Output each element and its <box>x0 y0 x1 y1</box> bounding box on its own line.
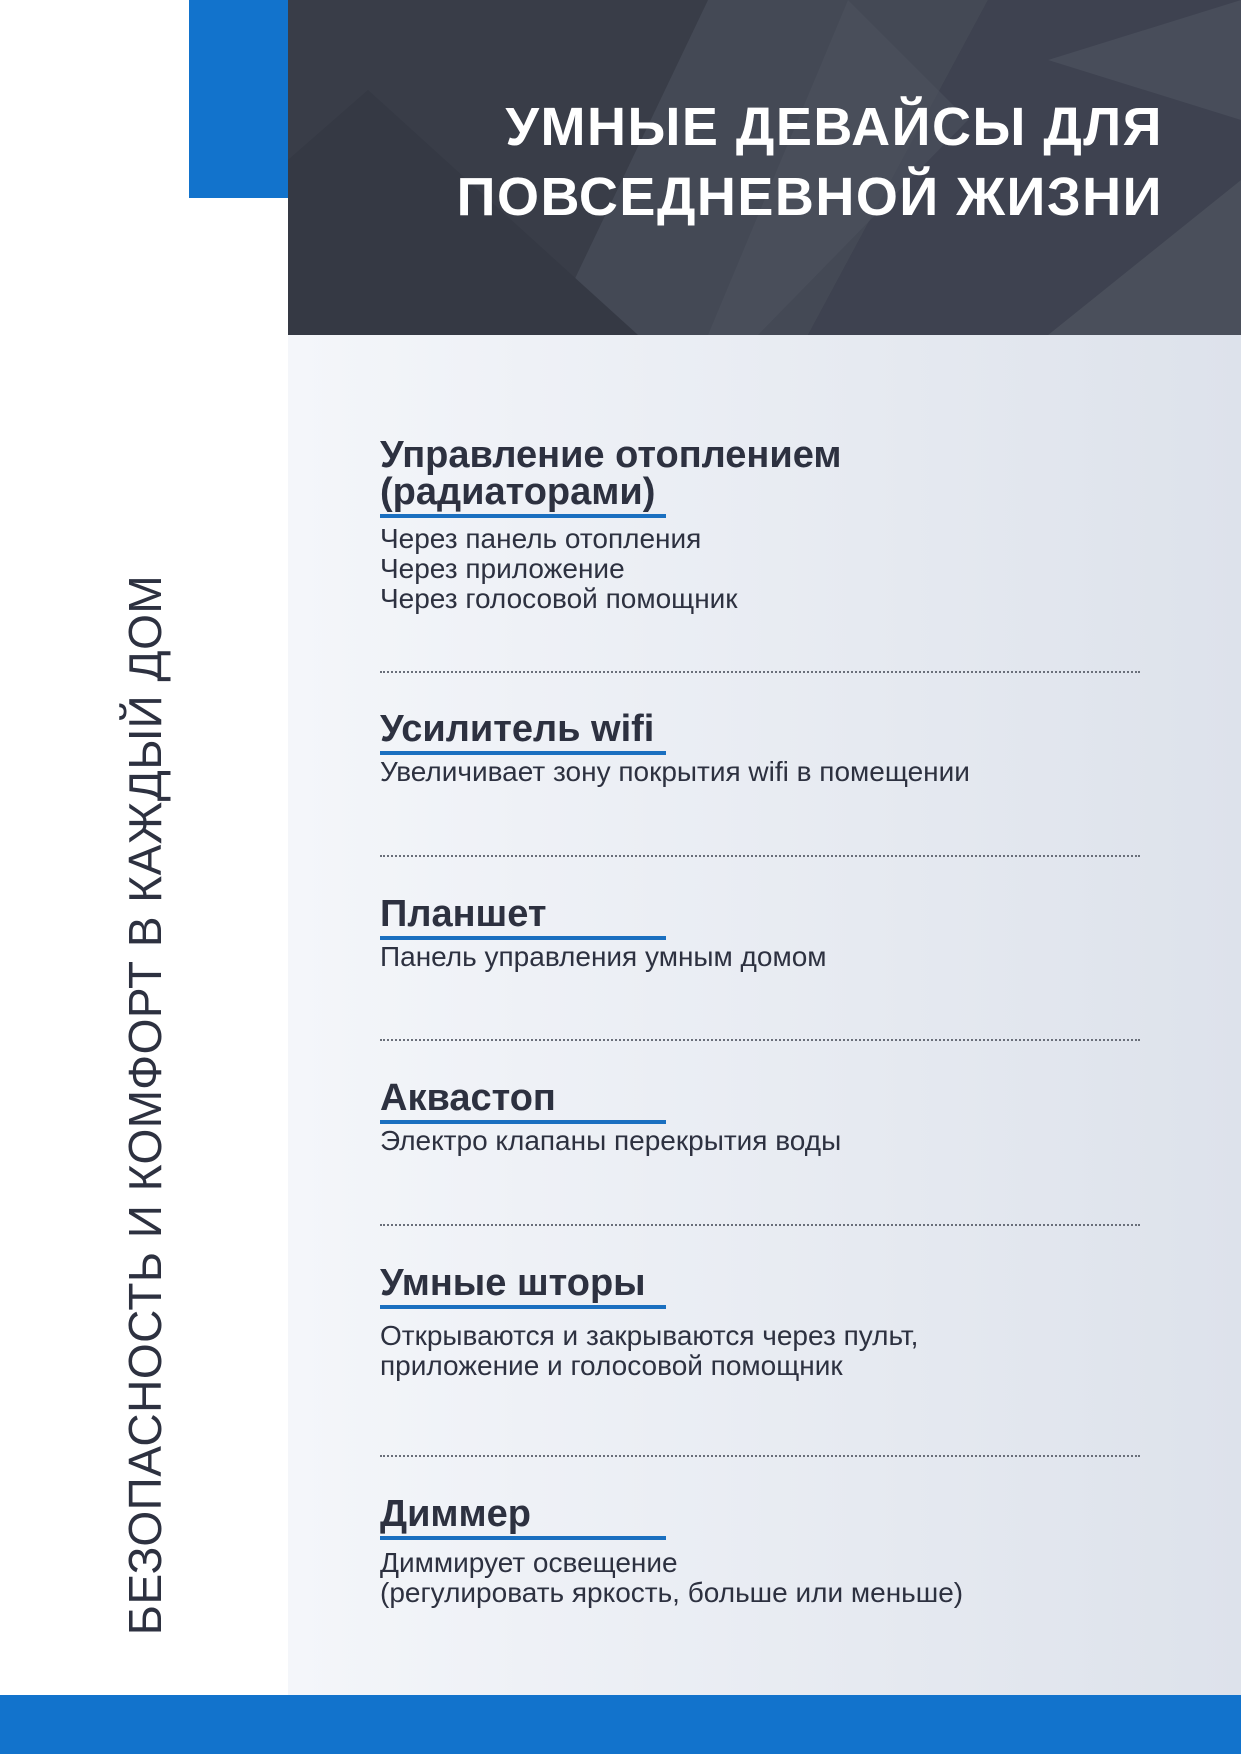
dotted-divider <box>380 1455 1140 1457</box>
feature-description <box>380 757 1140 787</box>
feature-title <box>380 434 1140 513</box>
page-title <box>457 92 1163 232</box>
feature-description <box>380 1321 1140 1381</box>
description-line: Диммирует освещение <box>380 1547 678 1578</box>
feature-smart-curtains <box>380 1262 1140 1381</box>
title-underline <box>380 751 666 755</box>
feature-title: Усилитель wifi <box>380 708 655 750</box>
title-underline <box>380 1120 666 1124</box>
header-banner <box>288 0 1241 335</box>
feature-title: Планшет <box>380 893 547 935</box>
dotted-divider <box>380 1039 1140 1041</box>
accent-block <box>189 0 288 198</box>
feature-dimmer <box>380 1493 1140 1608</box>
feature-title: Диммер <box>380 1493 531 1535</box>
dotted-divider <box>380 671 1140 673</box>
title-underline <box>380 1305 666 1309</box>
description-line: (регулировать яркость, больше или меньше) <box>380 1577 964 1608</box>
description-line: Увеличивает зону покрытия wifi в помещении <box>380 756 970 787</box>
description-line: приложение и голосовой помощник <box>380 1350 843 1381</box>
feature-description <box>380 1548 1140 1608</box>
description-line: Через голосовой помощник <box>380 583 738 614</box>
feature-tablet <box>380 893 1140 972</box>
description-line: Электро клапаны перекрытия воды <box>380 1125 842 1156</box>
feature-heating-control <box>380 434 1140 614</box>
page-title-line-2: ПОВСЕДНЕВНОЙ ЖИЗНИ <box>456 167 1163 227</box>
feature-wifi-booster <box>380 708 1140 787</box>
vertical-slogan: БЕЗОПАСНОСТЬ И КОМФОРТ В КАЖДЫЙ ДОМ <box>119 574 171 1636</box>
description-line: Открываются и закрываются через пульт, <box>380 1320 919 1351</box>
feature-title: Аквастоп <box>380 1077 556 1119</box>
feature-description <box>380 524 1140 614</box>
feature-aquastop <box>380 1077 1140 1156</box>
title-underline <box>380 1536 666 1540</box>
dotted-divider <box>380 1224 1140 1226</box>
feature-title-line-1: Управление отоплением <box>380 434 842 476</box>
feature-title-line-2: (радиаторами) <box>380 471 656 513</box>
description-line: Через панель отопления <box>380 523 702 554</box>
feature-description <box>380 1126 1140 1156</box>
title-underline <box>380 936 666 940</box>
title-underline <box>380 514 666 518</box>
description-line: Панель управления умным домом <box>380 941 827 972</box>
description-line: Через приложение <box>380 553 625 584</box>
footer-bar <box>0 1695 1241 1754</box>
feature-title: Умные шторы <box>380 1262 646 1304</box>
page-title-line-1: УМНЫЕ ДЕВАЙСЫ ДЛЯ <box>505 97 1163 157</box>
side-column <box>0 335 288 1695</box>
feature-description <box>380 942 1140 972</box>
dotted-divider <box>380 855 1140 857</box>
